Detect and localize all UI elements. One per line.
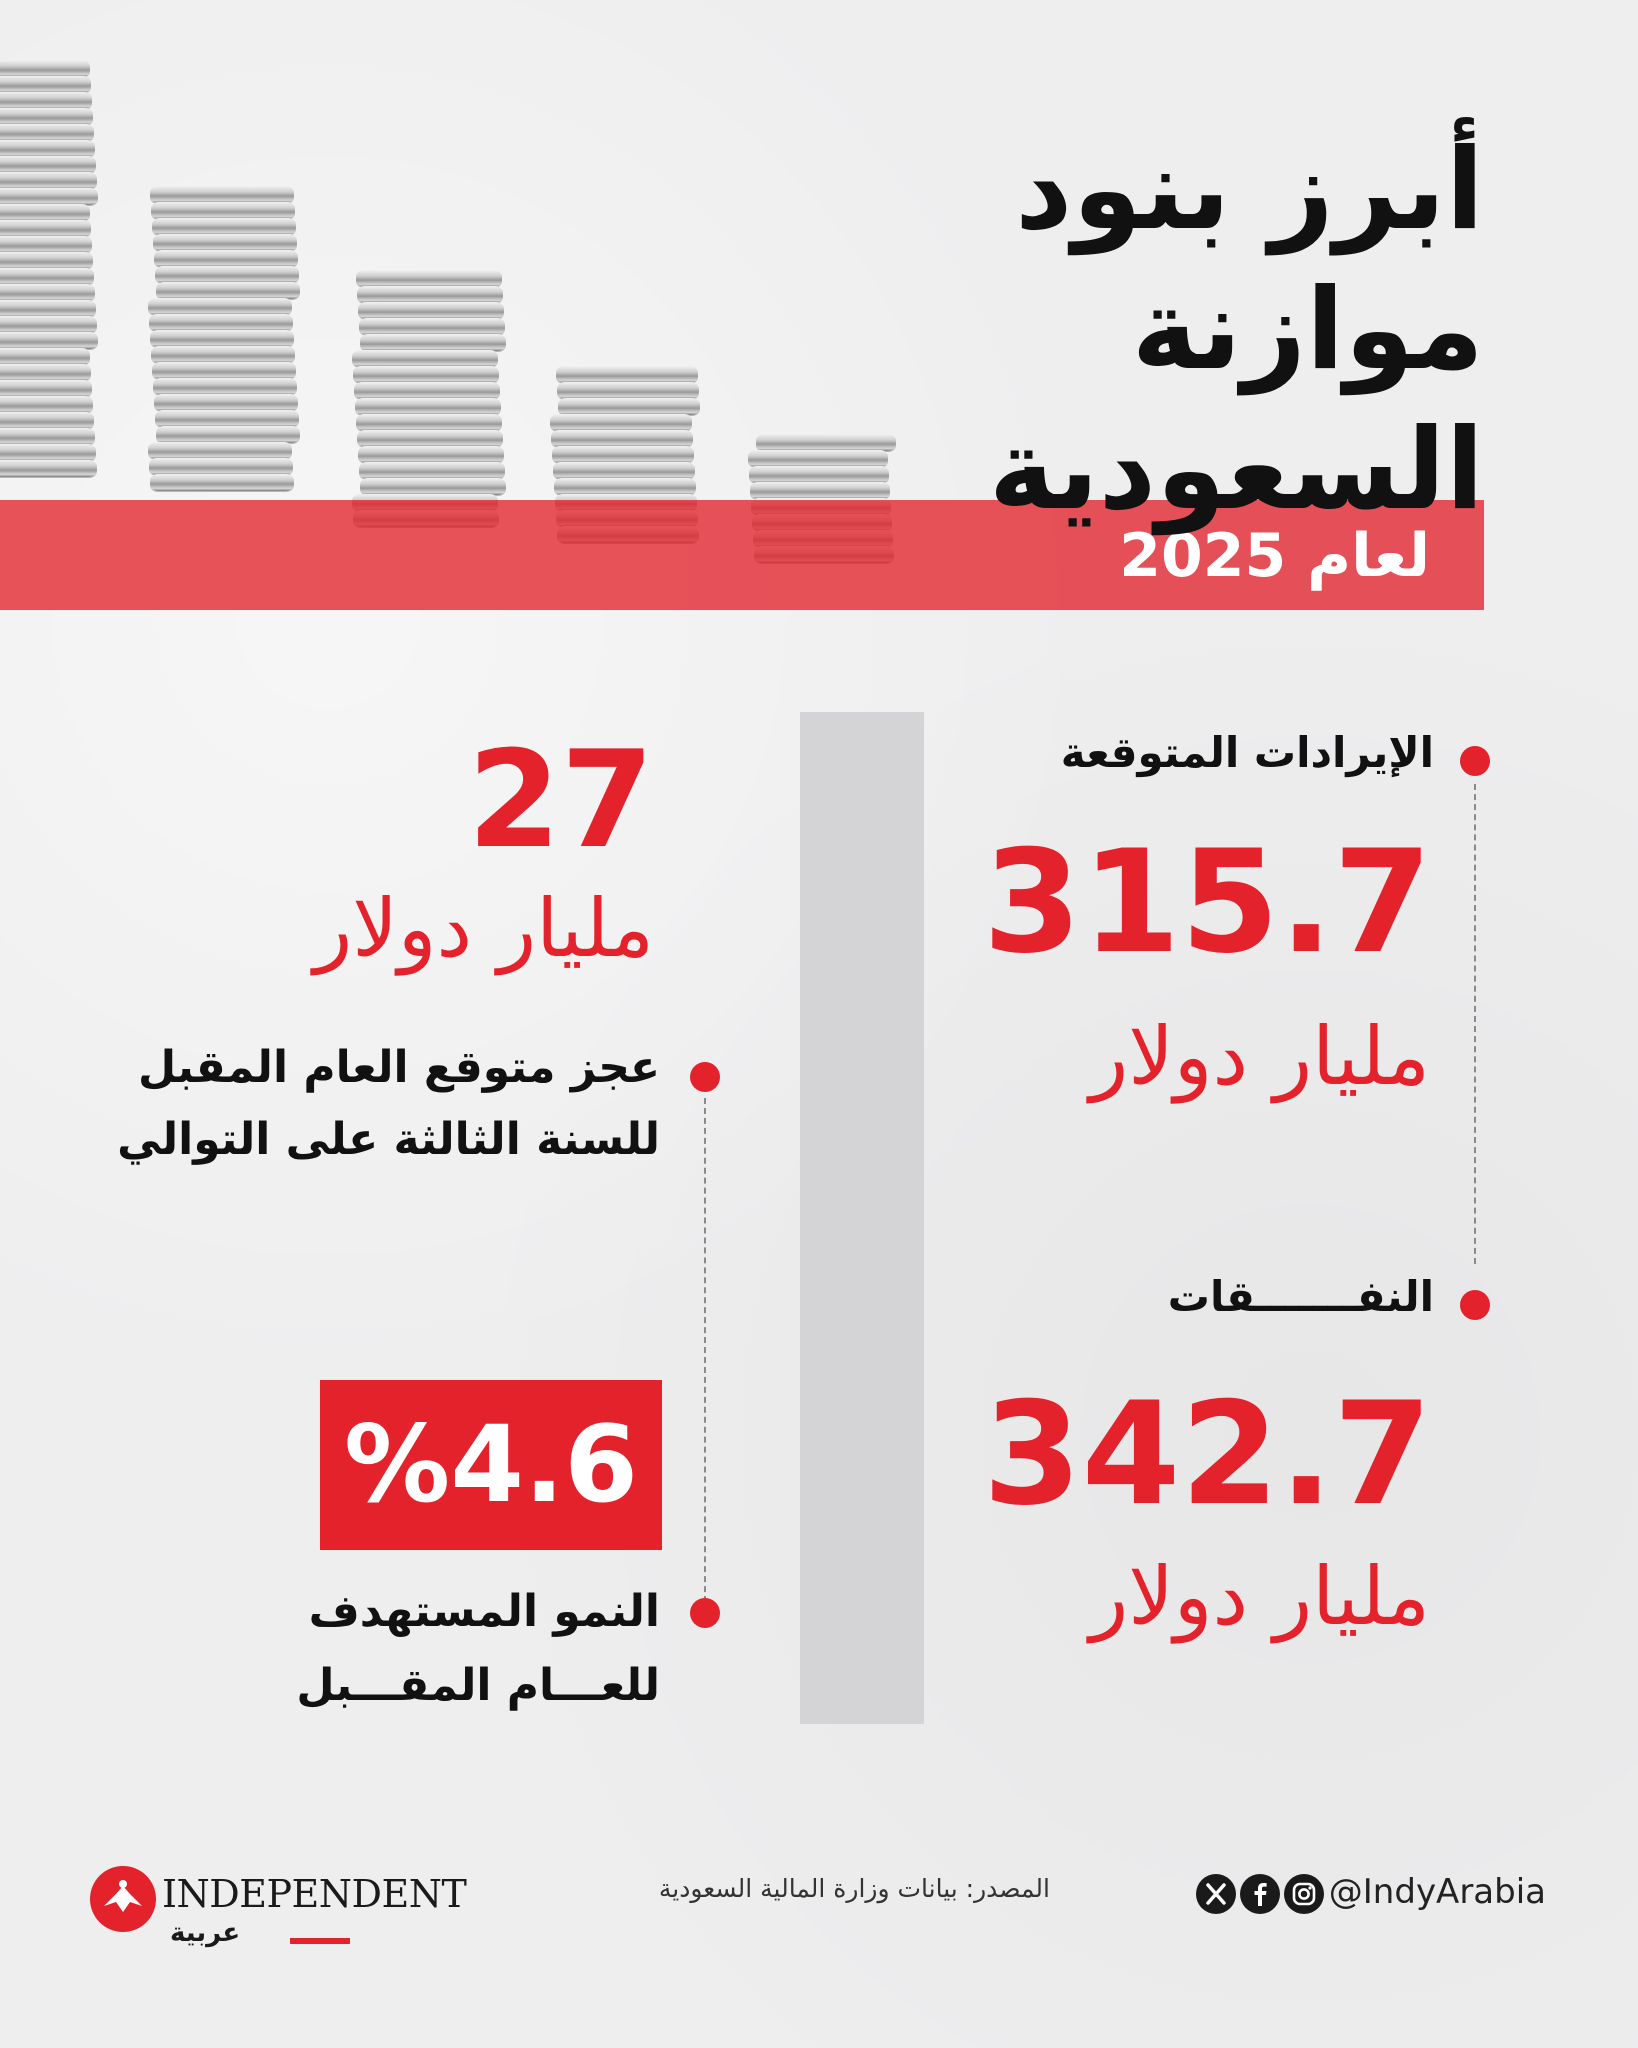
logo-accent-bar — [290, 1938, 350, 1944]
coin — [355, 398, 501, 415]
instagram-icon[interactable] — [1284, 1874, 1324, 1914]
title-line-1: أبرز بنود موازنة — [1014, 125, 1484, 395]
coin — [0, 92, 92, 109]
coin — [0, 300, 96, 317]
coin — [0, 220, 91, 237]
coin — [155, 410, 299, 427]
coin — [150, 186, 294, 203]
logo-text: INDEPENDENT — [162, 1872, 467, 1916]
year-label: لعام 2025 — [1119, 521, 1430, 591]
expenses-label: النفـــــــقات — [1167, 1272, 1434, 1321]
expenses-bullet-icon — [1460, 1290, 1490, 1320]
coin — [352, 350, 498, 367]
deficit-bullet-icon — [690, 1062, 720, 1092]
coin — [358, 446, 504, 463]
source-note: المصدر: بيانات وزارة المالية السعودية — [658, 1874, 1050, 1903]
coin — [150, 330, 294, 347]
revenue-unit: مليار دولار — [1089, 1010, 1430, 1103]
page-title — [664, 120, 1484, 540]
coin — [148, 298, 292, 315]
coin — [358, 302, 504, 319]
coin — [0, 284, 95, 301]
x-icon[interactable] — [1196, 1874, 1236, 1914]
coin — [0, 428, 95, 445]
social-handle[interactable]: @IndyArabia — [1328, 1872, 1546, 1912]
deficit-label-line-1: عجز متوقع العام المقبل — [138, 1042, 660, 1093]
coin — [0, 252, 93, 269]
coin — [0, 108, 93, 125]
coin — [0, 188, 98, 205]
coin — [154, 250, 298, 267]
growth-bullet-icon — [690, 1598, 720, 1628]
logo-arabic-text: عربية — [170, 1918, 241, 1948]
expenses-value: 342.7 — [982, 1372, 1432, 1537]
coin — [151, 202, 295, 219]
coin — [156, 282, 300, 299]
coin — [0, 172, 97, 189]
growth-value-box — [320, 1380, 662, 1550]
coin — [356, 414, 502, 431]
coin — [0, 348, 90, 365]
coin — [354, 382, 500, 399]
coin — [153, 378, 297, 395]
coin — [0, 412, 94, 429]
coin — [0, 156, 96, 173]
coin — [153, 234, 297, 251]
coin — [149, 458, 293, 475]
coin — [0, 316, 97, 333]
growth-label-line-2: للعـــام المقـــبل — [296, 1660, 660, 1711]
facebook-icon[interactable] — [1240, 1874, 1280, 1914]
coin — [155, 266, 299, 283]
revenue-value: 315.7 — [982, 820, 1432, 985]
deficit-value: 27 — [467, 722, 654, 878]
coin — [152, 362, 296, 379]
coin — [154, 394, 298, 411]
deficit-label-line-2: للسنة الثالثة على التوالي — [117, 1114, 660, 1165]
coin — [152, 218, 296, 235]
growth-value: %4.6 — [344, 1403, 638, 1526]
coin — [360, 334, 506, 351]
coin — [0, 204, 90, 221]
coin — [150, 474, 294, 491]
coin — [149, 314, 293, 331]
coin — [359, 462, 505, 479]
center-divider — [800, 712, 924, 1724]
growth-label-line-1: النمو المستهدف — [308, 1586, 660, 1637]
coin — [357, 286, 503, 303]
expenses-unit: مليار دولار — [1089, 1550, 1430, 1643]
coin — [359, 318, 505, 335]
coin — [0, 444, 96, 461]
deficit-dashed-connector — [704, 1098, 706, 1612]
coin — [148, 442, 292, 459]
coin — [0, 124, 94, 141]
coin — [0, 380, 92, 397]
coin — [0, 60, 90, 77]
coin — [151, 346, 295, 363]
independent-arabia-logo — [90, 1862, 470, 1952]
title-line-2: السعودية — [988, 405, 1484, 535]
coin — [0, 268, 94, 285]
eagle-logo-icon — [90, 1866, 156, 1932]
coin — [0, 460, 97, 477]
coin — [156, 426, 300, 443]
coin — [356, 270, 502, 287]
coin — [0, 140, 95, 157]
coin — [0, 396, 93, 413]
revenue-bullet-icon — [1460, 746, 1490, 776]
coin — [0, 236, 92, 253]
coin — [353, 366, 499, 383]
coin — [0, 332, 98, 349]
revenue-label: الإيرادات المتوقعة — [1060, 728, 1434, 777]
revenue-dashed-connector — [1474, 784, 1476, 1264]
deficit-unit: مليار دولار — [313, 882, 654, 975]
coin — [0, 76, 91, 93]
coin — [360, 478, 506, 495]
coin — [0, 364, 91, 381]
coin — [357, 430, 503, 447]
